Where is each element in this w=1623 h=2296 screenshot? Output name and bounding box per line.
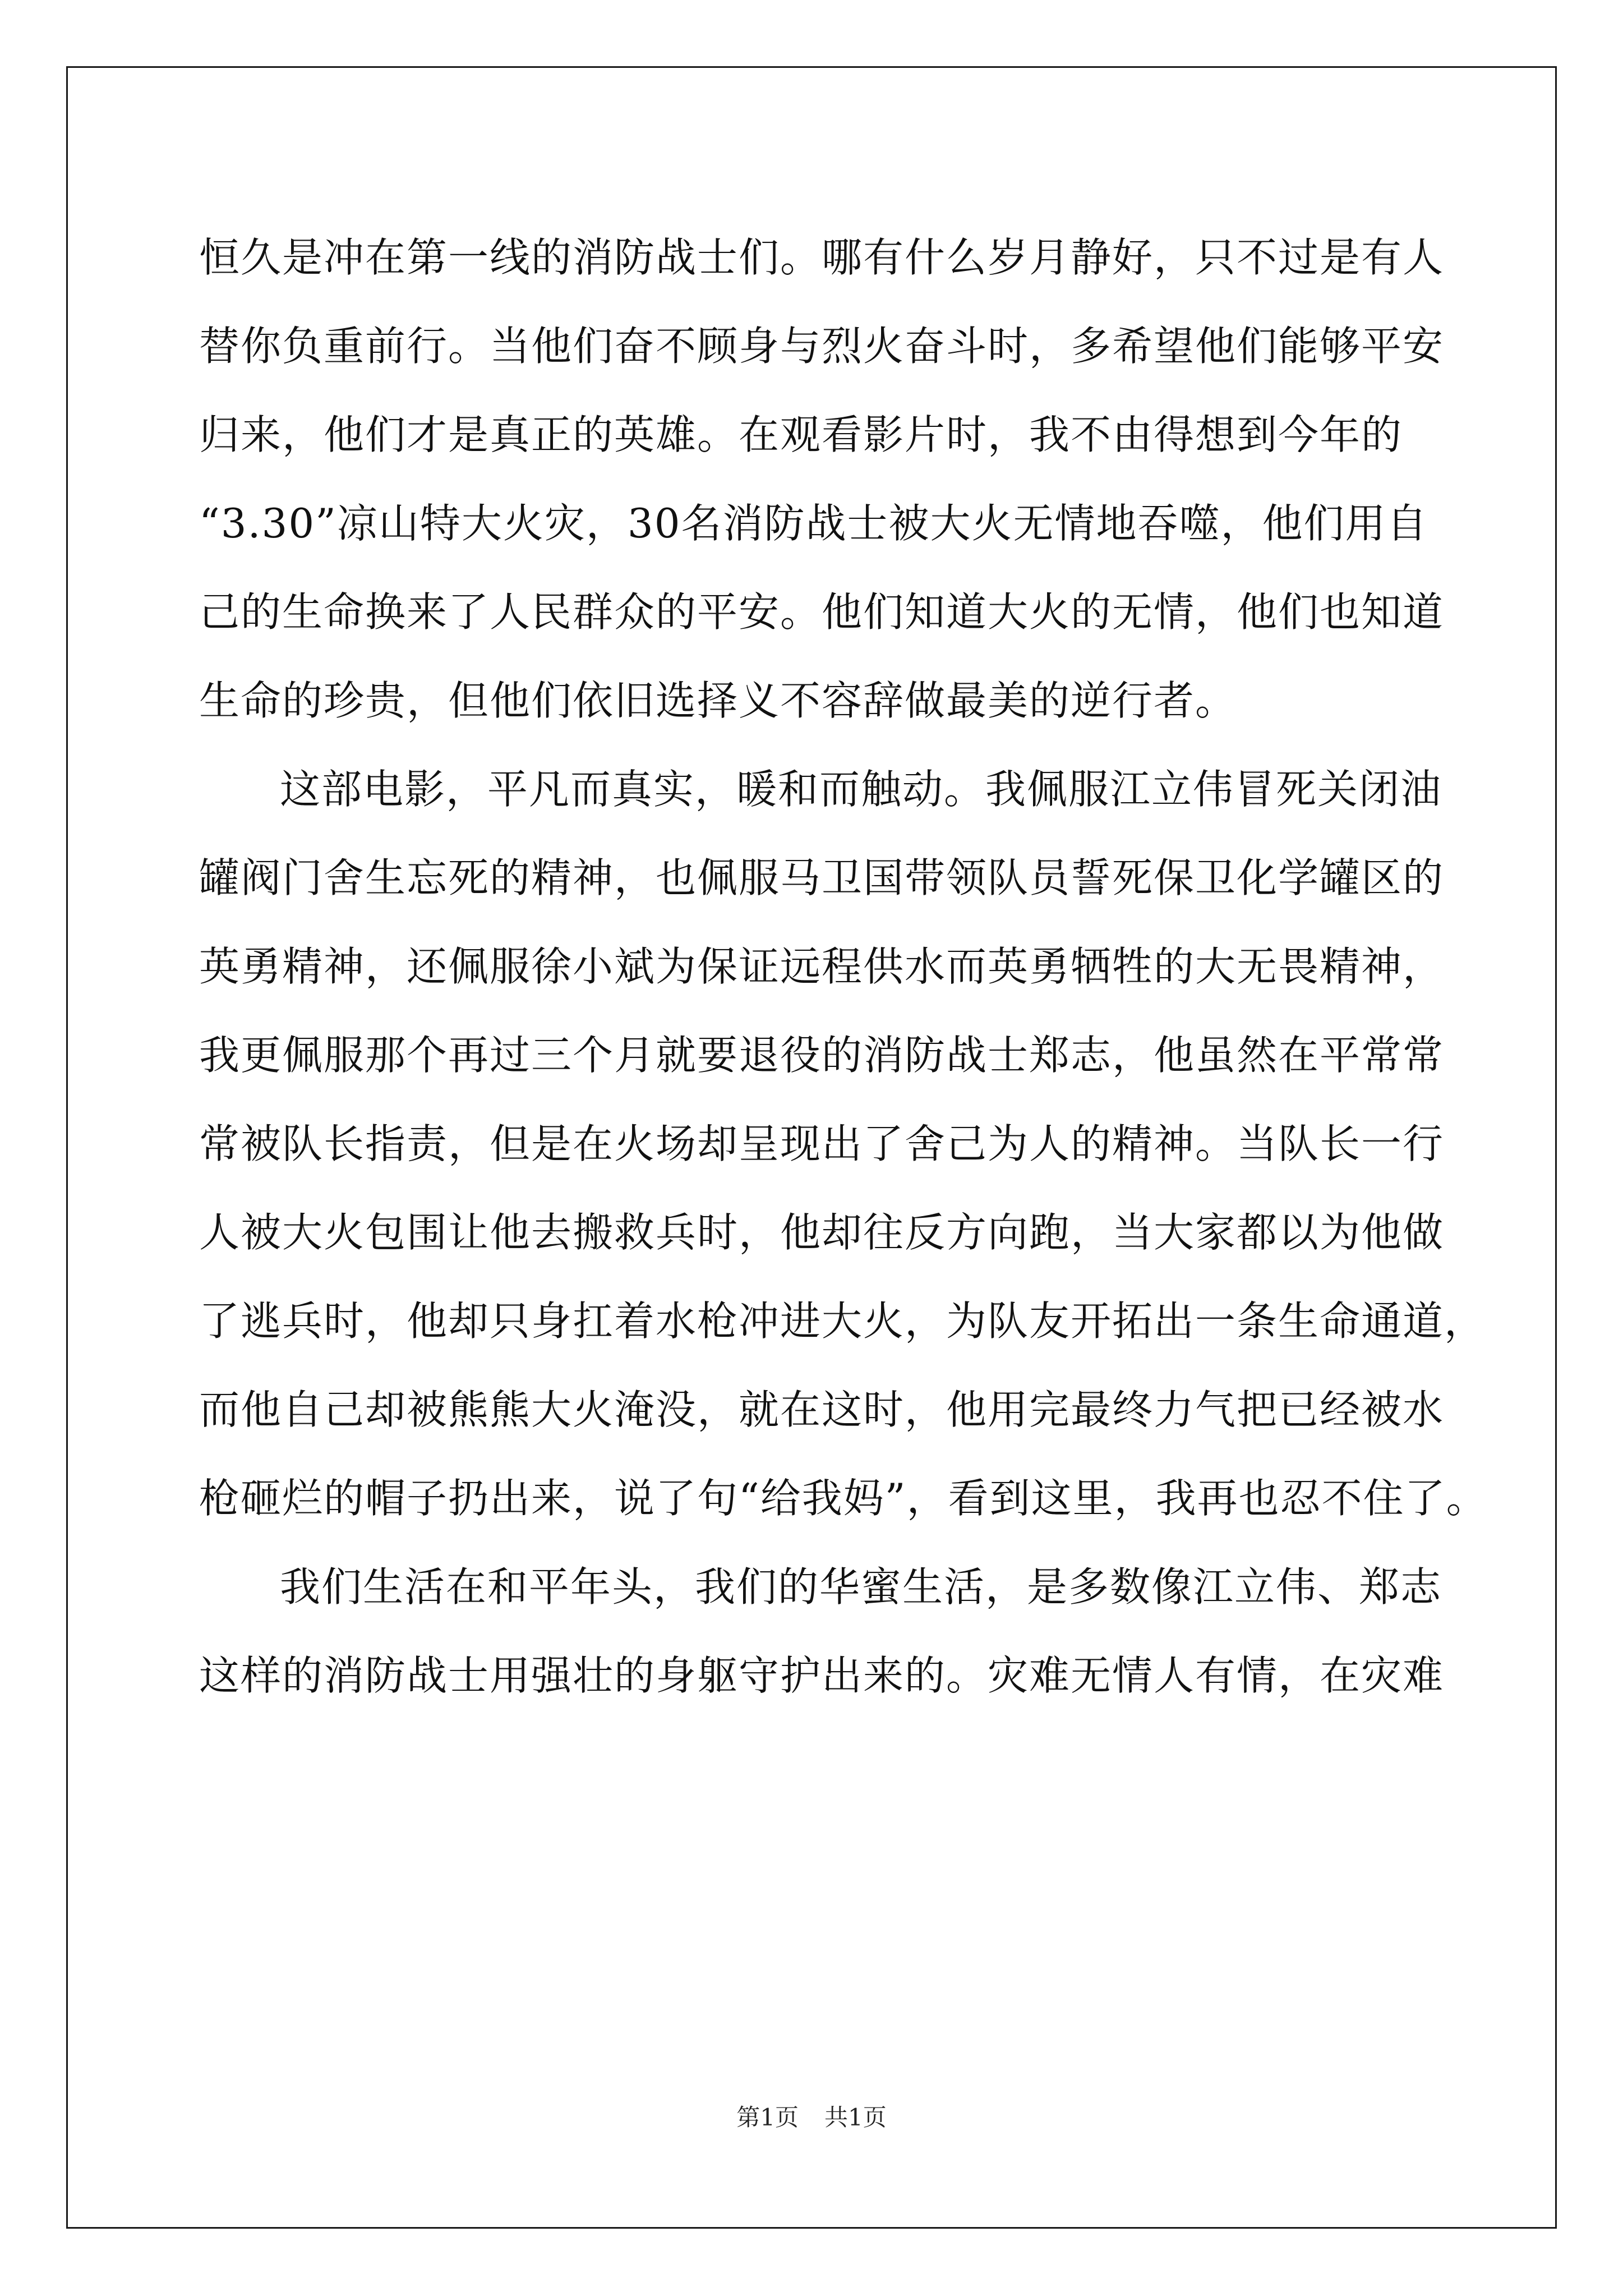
text-line: 我更佩服那个再过三个月就要退役的消防战士郑志，他虽然在平常常 [199, 1032, 1445, 1079]
text-line: 我们生活在和平年头，我们的华蜜生活，是多数像江立伟、郑志 [280, 1563, 1442, 1611]
text-line: 归来，他们才是真正的英雄。在观看影片时，我不由得想到今年的 [199, 411, 1403, 458]
text-line: 常被队长指责，但是在火场却呈现出了舍己为人的精神。当队长一行 [199, 1120, 1445, 1167]
text-line: 枪砸烂的帽子扔出来，说了句“给我妈”，看到这里，我再也忍不住了。 [199, 1475, 1488, 1522]
text-line: 恒久是冲在第一线的消防战士们。哪有什么岁月静好，只不过是有人 [199, 234, 1445, 281]
text-line: 了逃兵时，他却只身扛着水枪冲进大火，为队友开拓出一条生命通道， [199, 1297, 1486, 1345]
text-line: 这样的消防战士用强壮的身躯守护出来的。灾难无情人有情，在灾难 [199, 1652, 1445, 1699]
document-body [199, 213, 1488, 1720]
text-line: 替你负重前行。当他们奋不顾身与烈火奋斗时，多希望他们能够平安 [199, 323, 1445, 370]
text-line: 英勇精神，还佩服徐小斌为保证远程供水而英勇牺牲的大无畏精神， [199, 943, 1445, 990]
text-line: 而他自己却被熊熊大火淹没，就在这时，他用完最终力气把已经被水 [199, 1386, 1445, 1433]
text-line: 人被大火包围让他去搬救兵时，他却往反方向跑，当大家都以为他做 [199, 1209, 1445, 1256]
page-footer [0, 2101, 1623, 2134]
text-line: 罐阀门舍生忘死的精神，也佩服马卫国带领队员誓死保卫化学罐区的 [199, 854, 1445, 901]
text-line: “3.30”凉山特大火灾，30名消防战士被大火无情地吞噬，他们用自 [199, 500, 1428, 547]
text-line: 这部电影，平凡而真实，暖和而触动。我佩服江立伟冒死关闭油 [280, 766, 1442, 813]
text-line: 己的生命换来了人民群众的平安。他们知道大火的无情，他们也知道 [199, 588, 1445, 636]
page-number: 第1页 [736, 2104, 799, 2131]
page-total: 共1页 [824, 2104, 887, 2131]
text-line: 生命的珍贵，但他们依旧选择义不容辞做最美的逆行者。 [199, 677, 1237, 724]
